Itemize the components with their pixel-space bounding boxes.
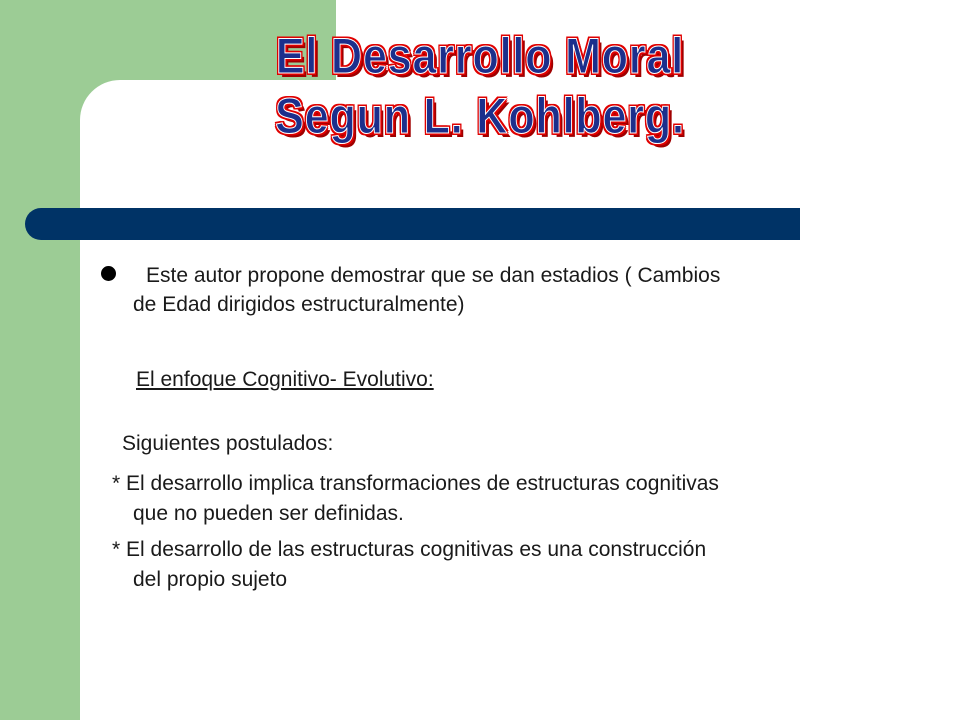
postulate-2-line-1: * El desarrollo de las estructuras cognitivas es una construcción [112, 538, 707, 561]
postulate-2-line-2: del propio sujeto [133, 568, 288, 591]
title-line-2: Segun L. Kohlberg. [275, 88, 685, 144]
title-line-1: El Desarrollo Moral [275, 28, 685, 84]
postulate-1-line-1: * El desarrollo implica transformaciones de estructuras cognitivas [112, 472, 719, 495]
bullet-icon [101, 266, 116, 281]
postulates-label: Siguientes postulados: [122, 432, 334, 455]
bullet-text-line-2: de Edad dirigidos estructuralmente) [133, 293, 465, 316]
postulate-1-line-2: que no pueden ser definidas. [133, 502, 404, 525]
bullet-text-line-1: Este autor propone demostrar que se dan estadios ( Cambios [146, 264, 721, 287]
subheading: El enfoque Cognitivo- Evolutivo: [136, 368, 434, 391]
